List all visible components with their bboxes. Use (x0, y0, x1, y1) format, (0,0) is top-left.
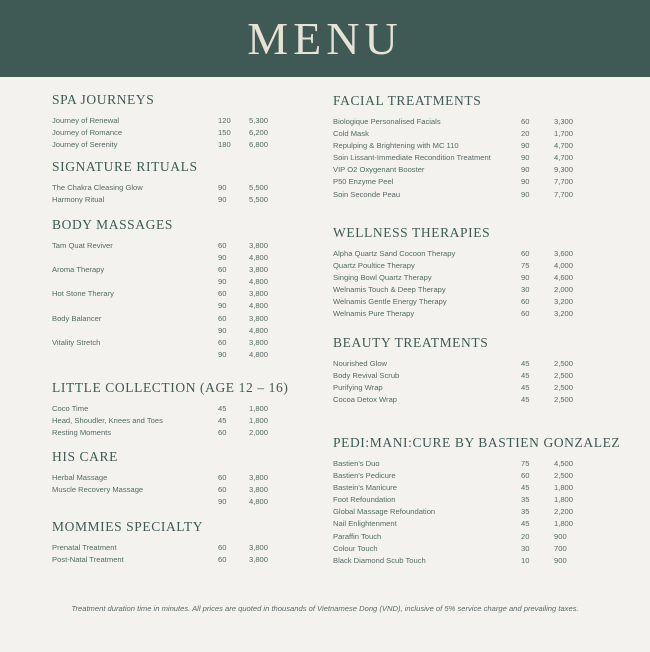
item-price: 2,500 (554, 395, 574, 405)
section-title: BEAUTY TREATMENTS (333, 335, 489, 350)
item-duration: 90 (521, 141, 530, 151)
menu-item-row (333, 176, 593, 188)
item-price: 4,800 (249, 349, 269, 359)
item-name: P50 Enzyme Peel (333, 177, 394, 187)
item-duration: 45 (521, 519, 530, 529)
item-duration: 45 (218, 416, 227, 426)
menu-item-row (333, 506, 593, 518)
section-title: PEDI:MANI:CURE BY BASTIEN GONZALEZ (333, 435, 621, 450)
item-name: Resting Moments (52, 428, 112, 438)
item-duration: 90 (218, 195, 227, 205)
menu-item-row (52, 484, 292, 496)
item-name: Colour Touch (333, 543, 378, 553)
item-name: VIP O2 Oxygenant Booster (333, 165, 425, 175)
item-name: Welnamis Pure Therapy (333, 309, 415, 319)
item-price: 3,800 (249, 241, 269, 250)
item-duration: 60 (521, 309, 530, 319)
item-price: 4,800 (249, 277, 269, 287)
item-name: The Chakra Cleasing Glow (52, 183, 143, 192)
item-price: 3,600 (554, 249, 574, 258)
menu-item-row (52, 542, 292, 554)
menu-item-row (52, 194, 292, 206)
menu-item-row (52, 127, 292, 139)
menu-item-row (333, 260, 593, 272)
section-pedi-mani-cure-by-bastien-gonzalez (333, 434, 621, 567)
menu-item-row (52, 300, 292, 312)
item-duration: 60 (218, 289, 227, 299)
item-name: Harmony Ritual (52, 195, 105, 205)
item-name: Herbal Massage (52, 473, 108, 482)
item-name: Bastien's Pedicure (333, 471, 396, 481)
item-name: Foot Refoundation (333, 495, 396, 505)
section-title: MOMMIES SPECIALTY (52, 519, 204, 534)
item-duration: 90 (218, 301, 227, 311)
item-name: Aroma Therapy (52, 265, 105, 275)
menu-item-row (52, 325, 292, 337)
item-price: 4,800 (249, 497, 269, 507)
item-price: 7,700 (554, 189, 574, 199)
section-title: HIS CARE (52, 449, 118, 464)
item-name: Singing Bowl Quartz Therapy (333, 273, 432, 283)
item-name: Vitality Stretch (52, 337, 101, 347)
menu-item-row (333, 189, 593, 201)
menu-item-row (333, 296, 593, 308)
menu-item-row (333, 543, 593, 555)
menu-item-row (333, 470, 593, 482)
item-duration: 30 (521, 285, 530, 295)
item-name: Cold Mask (333, 129, 369, 139)
menu-item-row (333, 394, 593, 406)
item-duration: 90 (521, 153, 530, 163)
item-price: 1,800 (554, 519, 574, 529)
menu-item-row (52, 240, 292, 252)
item-duration: 45 (521, 483, 530, 493)
item-duration: 60 (218, 485, 227, 495)
item-price: 2,000 (554, 285, 574, 295)
item-price: 3,800 (249, 555, 269, 565)
section-his-care (52, 448, 292, 508)
item-duration: 90 (218, 349, 227, 359)
menu-item-row (333, 555, 593, 567)
item-duration: 60 (521, 471, 530, 481)
item-price: 3,200 (554, 309, 574, 319)
item-duration: 90 (218, 253, 227, 263)
menu-item-row (333, 164, 593, 176)
item-name: Repulping & Brightening with MC 110 (333, 141, 459, 151)
section-title: WELLNESS THERAPIES (333, 225, 491, 240)
item-name: Alpha Quartz Sand Cocoon Therapy (333, 249, 456, 258)
item-price: 2,000 (249, 428, 269, 438)
item-name: Body Balancer (52, 313, 102, 323)
item-name: Journey of Serenity (52, 140, 118, 150)
item-duration: 120 (218, 116, 231, 125)
section-title: FACIAL TREATMENTS (333, 93, 482, 108)
item-name: Bastien's Duo (333, 459, 380, 468)
menu-item-row (52, 349, 292, 361)
menu-item-row (52, 472, 292, 484)
item-name: Muscle Recovery Massage (52, 485, 144, 495)
item-name: Soin Seconde Peau (333, 189, 401, 199)
item-price: 3,800 (249, 337, 269, 347)
item-price: 2,500 (554, 471, 574, 481)
item-name: Global Massage Refoundation (333, 507, 436, 517)
item-duration: 20 (521, 531, 530, 541)
item-price: 3,300 (554, 117, 574, 126)
menu-item-row (52, 288, 292, 300)
menu-item-row (333, 370, 593, 382)
item-name: Quartz Poultice Therapy (333, 261, 415, 271)
item-name: Nail Enlightenment (333, 519, 397, 529)
item-price: 900 (554, 531, 567, 541)
item-duration: 60 (218, 555, 227, 565)
item-duration: 45 (521, 371, 530, 381)
menu-item-row (52, 496, 292, 508)
menu-item-row (52, 252, 292, 264)
item-duration: 90 (218, 277, 227, 287)
item-price: 3,800 (249, 473, 269, 482)
item-duration: 45 (521, 395, 530, 405)
item-duration: 60 (218, 543, 227, 552)
item-name: Post-Natal Treatment (52, 555, 124, 565)
item-price: 4,700 (554, 141, 574, 151)
footer-note: Treatment duration time in minutes. All prices are quoted in thousands of Vietnamese Dong (VND), inclusive of 5% service charge and prevailing taxes. (71, 604, 579, 613)
section-title: LITTLE COLLECTION (AGE 12 – 16) (52, 380, 289, 395)
section-facial-treatments (333, 92, 593, 201)
menu-item-row (333, 308, 593, 320)
item-price: 6,200 (249, 128, 269, 138)
section-title: SPA JOURNEYS (52, 92, 155, 107)
item-price: 4,600 (554, 273, 574, 283)
item-price: 4,700 (554, 153, 574, 163)
menu-item-row (333, 382, 593, 394)
item-price: 3,800 (249, 289, 269, 299)
section-spa-journeys (52, 91, 292, 151)
item-name: Nourished Glow (333, 359, 388, 368)
item-price: 1,800 (249, 416, 269, 426)
item-duration: 90 (218, 497, 227, 507)
menu-item-row (333, 494, 593, 506)
item-price: 9,300 (554, 165, 574, 175)
item-name: Black Diamond Scub Touch (333, 555, 426, 565)
item-price: 1,800 (554, 483, 574, 493)
item-duration: 60 (218, 265, 227, 275)
menu-item-row (333, 116, 593, 128)
item-price: 700 (554, 543, 567, 553)
menu-title: MENU (247, 13, 403, 64)
menu-item-row (52, 415, 292, 427)
item-name: Bastein's Manicure (333, 483, 397, 493)
item-name: Welnamis Touch & Deep Therapy (333, 285, 446, 295)
item-duration: 150 (218, 128, 231, 138)
item-duration: 10 (521, 555, 530, 565)
section-beauty-treatments (333, 334, 593, 406)
menu-item-row (52, 313, 292, 325)
item-price: 6,800 (249, 140, 269, 150)
item-duration: 60 (521, 297, 530, 307)
menu-item-row (52, 264, 292, 276)
menu-item-row (333, 272, 593, 284)
menu-item-row (333, 531, 593, 543)
item-price: 1,700 (554, 129, 574, 139)
section-title: BODY MASSAGES (52, 217, 173, 232)
item-duration: 60 (218, 473, 227, 482)
menu-item-row (52, 403, 292, 415)
item-duration: 90 (218, 325, 227, 335)
item-duration: 45 (521, 383, 530, 393)
item-duration: 90 (521, 165, 530, 175)
item-name: Paraffin Touch (333, 531, 382, 541)
item-name: Welnamis Gentle Energy Therapy (333, 297, 447, 307)
item-price: 4,800 (249, 301, 269, 311)
item-name: Prenatal Treatment (52, 543, 117, 552)
menu-item-row (333, 482, 593, 494)
item-duration: 60 (218, 313, 227, 323)
item-price: 1,800 (554, 495, 574, 505)
menu-item-row (333, 140, 593, 152)
item-duration: 60 (521, 249, 530, 258)
item-duration: 90 (521, 177, 530, 187)
item-duration: 35 (521, 507, 530, 517)
item-duration: 45 (521, 359, 530, 368)
item-name: Journey of Romance (52, 128, 123, 138)
item-duration: 20 (521, 129, 530, 139)
menu-item-row (52, 337, 292, 349)
item-name: Coco Time (52, 404, 89, 413)
menu-item-row (333, 152, 593, 164)
item-price: 7,700 (554, 177, 574, 187)
item-price: 2,500 (554, 371, 574, 381)
menu-item-row (333, 518, 593, 530)
menu-item-row (333, 358, 593, 370)
item-price: 3,800 (249, 485, 269, 495)
item-duration: 60 (218, 337, 227, 347)
item-price: 4,800 (249, 325, 269, 335)
item-duration: 35 (521, 495, 530, 505)
menu-header-banner (0, 0, 650, 77)
item-price: 900 (554, 555, 567, 565)
item-price: 3,200 (554, 297, 574, 307)
item-name: Purifying Wrap (333, 383, 383, 393)
item-price: 3,800 (249, 313, 269, 323)
item-name: Hot Stone Therary (52, 289, 114, 299)
item-name: Head, Shoudler, Knees and Toes (52, 416, 163, 426)
menu-item-row (52, 427, 292, 439)
item-price: 5,500 (249, 195, 269, 205)
item-duration: 60 (218, 241, 227, 250)
item-name: Soin Lissant-Immediate Recondition Treatment (333, 153, 491, 163)
menu-item-row (52, 276, 292, 288)
item-name: Cocoa Detox Wrap (333, 395, 398, 405)
item-duration: 180 (218, 140, 231, 150)
menu-item-row (52, 182, 292, 194)
section-signature-rituals (52, 158, 292, 206)
section-body-massages (52, 216, 292, 361)
item-duration: 60 (521, 117, 530, 126)
menu-item-row (333, 458, 593, 470)
menu-item-row (333, 284, 593, 296)
item-duration: 90 (521, 189, 530, 199)
item-duration: 90 (521, 273, 530, 283)
item-price: 4,000 (554, 261, 574, 271)
section-wellness-therapies (333, 224, 593, 321)
item-price: 4,800 (249, 253, 269, 263)
item-price: 1,800 (249, 404, 269, 413)
item-price: 2,200 (554, 507, 574, 517)
item-price: 5,500 (249, 183, 269, 192)
item-name: Journey of Renewal (52, 116, 120, 125)
item-name: Body Revival Scrub (333, 371, 400, 381)
menu-item-row (333, 248, 593, 260)
item-duration: 75 (521, 261, 530, 271)
section-little-collection-age-12-16 (52, 379, 292, 439)
item-duration: 75 (521, 459, 530, 468)
item-duration: 90 (218, 183, 227, 192)
item-duration: 30 (521, 543, 530, 553)
item-price: 3,800 (249, 265, 269, 275)
item-price: 4,500 (554, 459, 574, 468)
item-name: Biologique Personalised Facials (333, 117, 441, 126)
item-price: 5,300 (249, 116, 269, 125)
menu-item-row (333, 128, 593, 140)
item-price: 2,500 (554, 359, 574, 368)
item-duration: 60 (218, 428, 227, 438)
menu-item-row (52, 115, 292, 127)
item-duration: 45 (218, 404, 227, 413)
item-price: 2,500 (554, 383, 574, 393)
section-mommies-specialty (52, 518, 292, 566)
menu-item-row (52, 554, 292, 566)
section-title: SIGNATURE RITUALS (52, 159, 198, 174)
item-price: 3,800 (249, 543, 269, 552)
menu-item-row (52, 139, 292, 151)
item-name: Tam Quat Reviver (52, 241, 113, 250)
